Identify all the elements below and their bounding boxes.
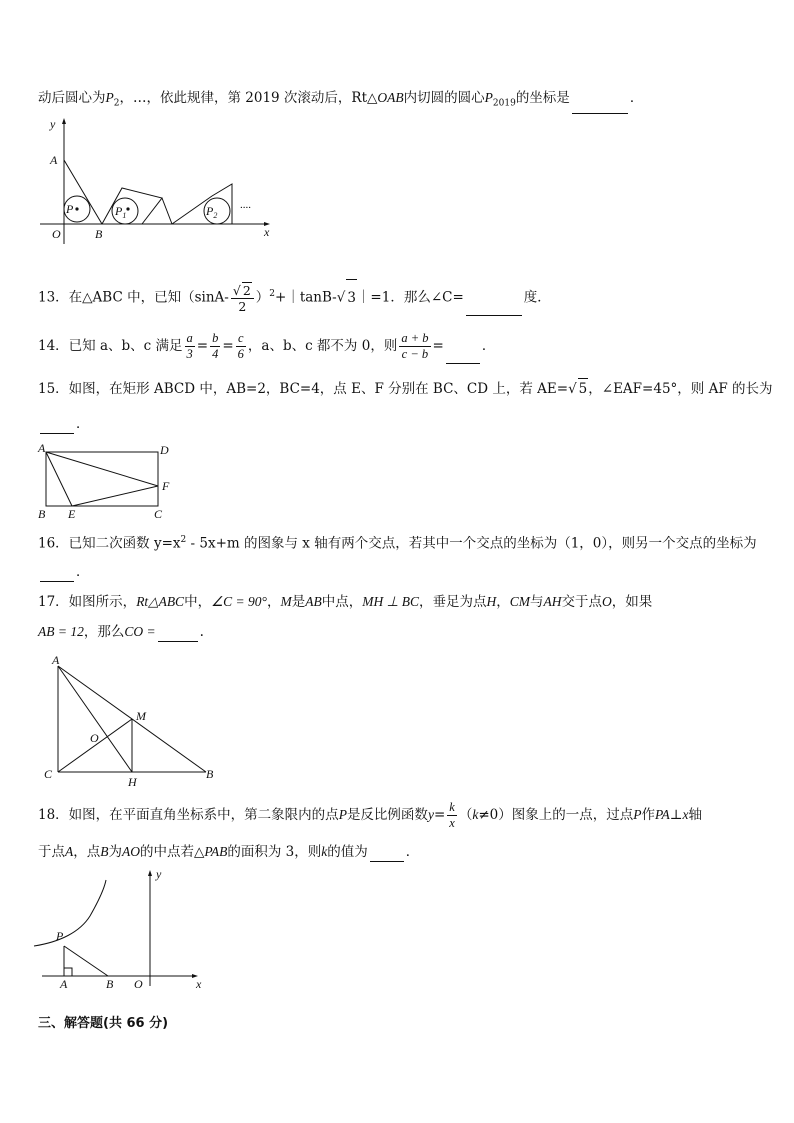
q12-label-y: y: [50, 117, 56, 131]
q13-text: 13．在△ABC 中，已知（sinA- $\frac{√ 2}{2}$ ）$^2$+｜tanB-√ 3｜=1．那么∠C= 度．: [38, 276, 551, 312]
answer-blank[interactable]: [158, 627, 198, 642]
q12-end: ．: [629, 90, 644, 106]
q15-label-b: B: [38, 507, 46, 521]
q13-fraction: $\frac{√ 2}{2}$: [231, 282, 254, 314]
q18-figure: [30, 866, 210, 992]
q14-frac4: $\frac{a + b}{c - b}$: [401, 331, 429, 361]
q18-text: 18．如图，在平面直角坐标系中，第二象限内的点P是反比例函数y= $\frac{k}{x}$ （k≠0）图象上的一点，过点P作PA⊥x轴: [38, 800, 702, 830]
q12-p2: P: [105, 90, 114, 105]
q15-text: 15．如图，在矩形 ABCD 中，AB=2，BC=4，点 E、F 分别在 BC、CD 上，若 AE=√ 5，∠EAF=45°，则 AF 的长为: [38, 378, 773, 399]
q14-frac2: $\frac{b}{4}$: [212, 331, 219, 361]
q17-ab12: AB = 12: [38, 624, 84, 639]
q17-label-c: C: [44, 767, 53, 781]
q15-t1: 15．如图，在矩形 ABCD 中，AB=2，BC=4，点 E、F 分别在 BC、CD 上，若 AE=: [38, 381, 569, 397]
q12-t4: 的坐标是: [515, 90, 570, 106]
q15-label-a: A: [38, 441, 46, 455]
q15-sqrt5: 5: [578, 378, 589, 399]
q12-label-p2: $P_2$: [206, 204, 218, 220]
answer-blank[interactable]: [40, 419, 74, 434]
q16-t2: - 5x+m 的图象与 x 轴有两个交点，若其中一个交点的坐标为（1，0），则另一个交点的坐标为: [186, 535, 757, 552]
q15-label-e: E: [68, 507, 76, 521]
q13-sup: 2: [269, 289, 276, 299]
answer-blank[interactable]: [466, 301, 522, 316]
q12-label-a: A: [50, 153, 58, 167]
q12-p2019sub: 2019: [492, 98, 516, 109]
q16-sup: 2: [180, 535, 187, 545]
q15-label-f: F: [162, 479, 170, 493]
section-heading: 三、解答题(共 66 分): [38, 1016, 169, 1031]
q12-label-p1: $P_1$: [115, 204, 127, 220]
q13-sqrt3: 3: [346, 279, 357, 316]
q12-label-b: B: [95, 227, 103, 241]
q17-figure: [40, 652, 230, 788]
q13-t5: 度．: [523, 289, 551, 306]
q13-t2: ）: [255, 289, 270, 306]
q15-t2: ，∠EAF=45°，则 AF 的长为: [588, 381, 773, 397]
q12-oab: OAB: [377, 90, 404, 105]
q18-label-p: P: [56, 929, 64, 943]
q17-text: 17．如图所示，Rt△ABC中，∠C = 90°，M是AB中点，MH ⊥ BC，垂足为点H，CM与AH交于点O，如果: [38, 594, 653, 610]
q16-text: [38, 530, 757, 554]
q17-co: CO =: [124, 624, 156, 639]
q14-t1: 14．已知 a、b、c 满足: [38, 338, 183, 354]
q12-label-dots: ....: [240, 199, 251, 211]
q16-t1: 16．已知二次函数 y=x: [38, 535, 181, 552]
q18-label-b: B: [106, 977, 114, 991]
q15-figure: [36, 440, 186, 522]
q17-mh: MH ⊥ BC: [362, 594, 419, 609]
q14-t2: ，a、b、c 都不为 0，则: [247, 338, 398, 354]
q12-label-x: x: [264, 225, 270, 239]
q18-line2: 于点A，点B为AO的中点若△PAB的面积为 3，则k的值为 ．: [38, 844, 420, 860]
q13-t4: ｜=1．那么∠C=: [356, 289, 464, 306]
q12-text: [38, 88, 643, 114]
q12-t1: 动后圆心为: [38, 90, 106, 106]
q12-t2: ，…，依此规律，第 2019 次滚动后，Rt△: [119, 90, 378, 106]
q12-figure: [36, 118, 286, 248]
answer-blank[interactable]: [572, 99, 628, 114]
q13-t1: 13．在△ABC 中，已知（sinA-: [38, 289, 229, 306]
q17-angle: ∠C = 90°: [211, 594, 267, 609]
q15-label-d: D: [160, 443, 169, 457]
q14-text: 14．已知 a、b、c 满足 $\frac{a}{3}$ = $\frac{b}{4}$ = $\frac{c}{6}$ ，a、b、c 都不为 0，则 $\frac{a + b}{c - b}$ = ．: [38, 328, 495, 364]
q17-label-h: H: [128, 775, 137, 789]
q17-line2: AB = 12，那么CO = .: [38, 624, 204, 640]
q12-p2019: P: [484, 90, 493, 105]
q14-frac3: $\frac{c}{6}$: [237, 331, 244, 361]
q18-frac: $\frac{k}{x}$: [449, 800, 455, 830]
q17-rt: Rt△ABC: [136, 594, 185, 609]
q17-label-m: M: [136, 709, 146, 723]
q17-label-b: B: [206, 767, 214, 781]
q18-label-o: O: [134, 977, 143, 991]
q12-p2sub: 2: [113, 98, 120, 109]
q12-label-o: O: [52, 227, 61, 241]
q12-t3: 内切圆的圆心: [403, 90, 485, 106]
q16-answer-line: ．: [38, 562, 90, 582]
answer-blank[interactable]: [40, 567, 74, 582]
q17-label-a: A: [52, 653, 60, 667]
q18-label-y: y: [156, 867, 162, 881]
q15-answer-line: ．: [38, 414, 90, 434]
q12-label-p: P: [66, 202, 74, 216]
q18-label-a: A: [60, 977, 68, 991]
q18-label-x: x: [196, 977, 202, 991]
answer-blank[interactable]: [446, 349, 480, 364]
q15-label-c: C: [154, 507, 163, 521]
q13-t3: +｜tanB-: [275, 289, 337, 306]
q17-label-o: O: [90, 731, 99, 745]
answer-blank[interactable]: [370, 847, 404, 862]
q14-frac1: $\frac{a}{3}$: [186, 331, 193, 361]
